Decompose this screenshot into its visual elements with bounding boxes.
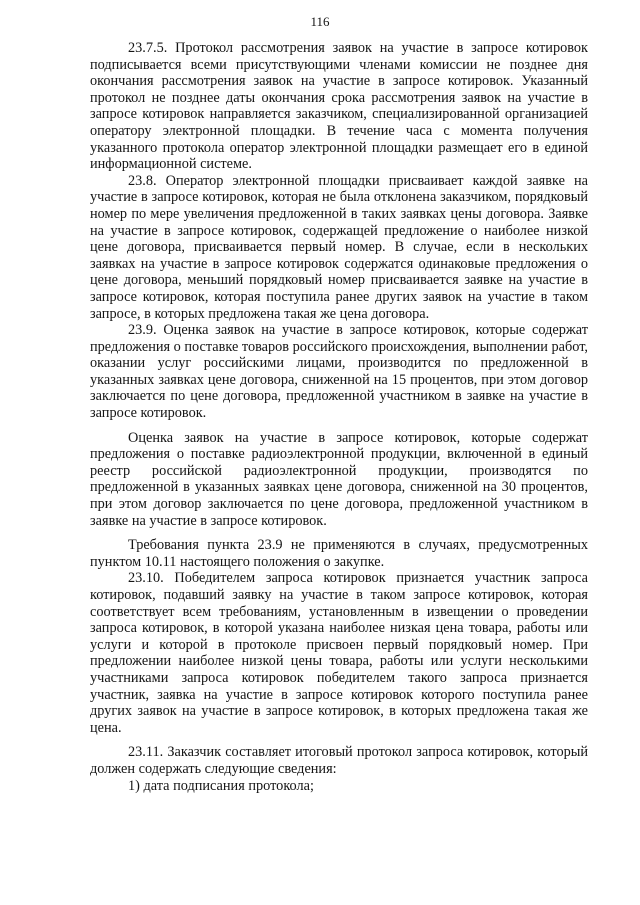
paragraph-23-10: 23.10. Победителем запроса котировок признается участник запроса котировок, подавший заявку на участие в таком запросе котировок, которая соответствует всем требованиям, установленным в извещении о проведении запроса котировок, в которой указана наиболее низкая цена товара, работы или услуги и которой в протоколе присвоен первый порядковый номер. При предложении наиболее низкой цены товара, работы или услуги несколькими участниками запроса котировок победителем такого запроса признается участник, заявка на участие в запросе котировок которого поступила ранее других заявок на участие в запросе котировок, в которых предложена такая же цена. bbox=[90, 570, 588, 736]
paragraph-23-9: 23.9. Оценка заявок на участие в запросе котировок, которые содержат предложения о поставке товаров российского происхождения, выполнении работ, оказании услуг российскими лицами, производится по предложенной в указанных заявках цене договора, сниженной на 15 процентов, при этом договор заключается по цене договора, предложенной участником в заявке на участие в запросе котировок. bbox=[90, 322, 589, 422]
list-item-1: 1) дата подписания протокола; bbox=[128, 777, 314, 794]
paragraph-23-11: 23.11. Заказчик составляет итоговый протокол запроса котировок, который должен содержать следующие сведения: bbox=[90, 744, 588, 777]
paragraph-23-9-radioelectronic: Оценка заявок на участие в запросе котировок, которые содержат предложения о поставке радиоэлектронной продукции, включенной в единый реестр российской радиоэлектронной продукции, производятся по предложенной в указанных заявках цене договора, сниженной на 30 процентов, при этом договор заключается по цене договора, предложенной участником в заявке на участие в запросе котировок. bbox=[90, 429, 588, 529]
paragraph-23-7-5: 23.7.5. Протокол рассмотрения заявок на участие в запросе котировок подписывается всеми присутствующими членами комиссии не позднее дня окончания рассмотрения заявок на участие в запросе котировок. Указанный протокол не позднее даты окончания срока рассмотрения заявок на участие в запросе котировок направляется заказчиком, специализированной организацией оператору электронной площадки. В течение часа с момента получения указанного протокола оператор электронной площадки размещает его в единой информационной системе. bbox=[90, 40, 588, 173]
page-number: 116 bbox=[310, 14, 330, 29]
document-body bbox=[90, 40, 588, 794]
paragraph-23-9-exceptions: Требования пункта 23.9 не применяются в случаях, предусмотренных пунктом 10.11 настоящего положения о закупке. bbox=[90, 537, 588, 570]
paragraph-23-8: 23.8. Оператор электронной площадки присваивает каждой заявке на участие в запросе котировок, которая не была отклонена заказчиком, порядковый номер по мере увеличения предложенной в таких заявках цены договора. Заявке на участие в запросе котировок, содержащей предложение о наиболее низкой цене договора, присваивается первый номер. В случае, если в нескольких заявках на участие в запросе котировок содержатся одинаковые предложения о цене договора, меньший порядковый номер присваивается заявке на участие в запросе котировок, которая поступила ранее других заявок на участие в таком запросе, в которых предложена такая же цена договора. bbox=[90, 172, 588, 322]
